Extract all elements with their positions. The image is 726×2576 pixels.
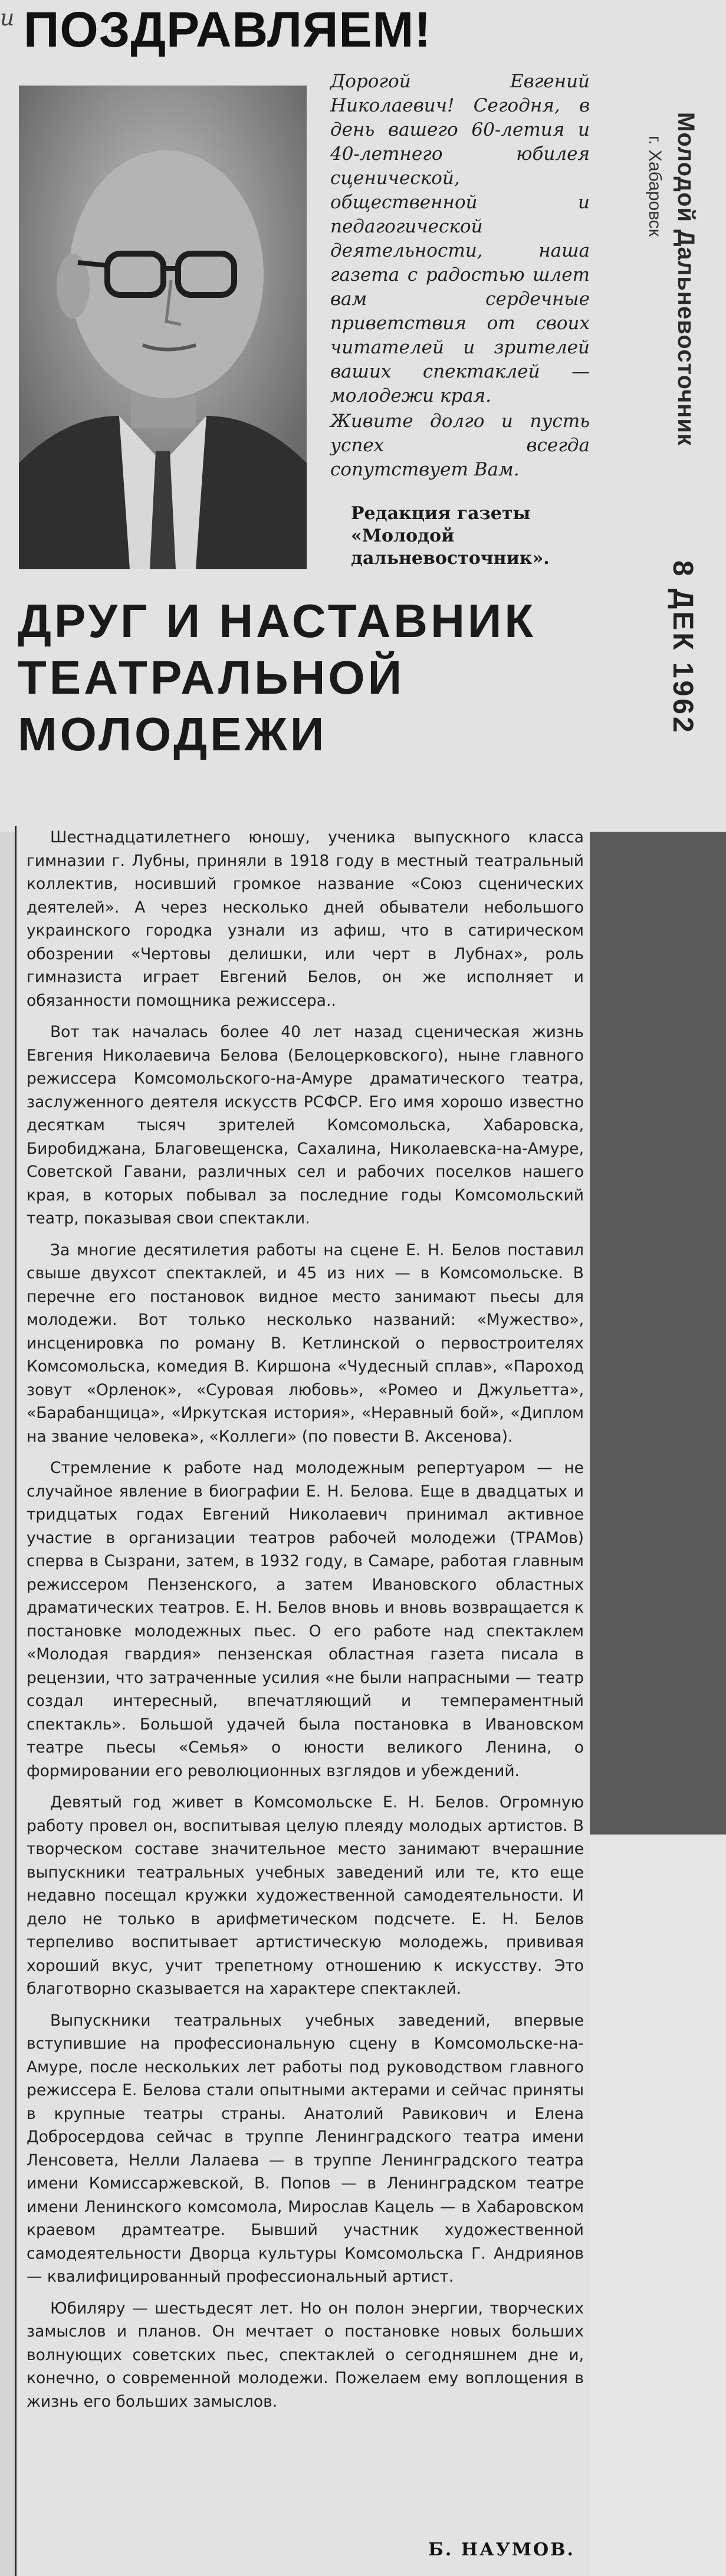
newspaper-name: Молодой Дальневосточник: [673, 112, 699, 446]
congrats-wish: Живите долго и пусть успех всегда сопутствует Вам.: [330, 411, 590, 480]
handwritten-mark: и: [0, 5, 15, 31]
portrait-image: [19, 86, 307, 569]
headline-line-3: МОЛОДЕЖИ: [18, 708, 327, 760]
article-paragraph: Стремление к работе над молодежным репертуаром — не случайное явление в биографии Е. Н. Белова. Еще в двадцатых и тридцатых годах Евгений Николаевич принимал активное участие в организации театров рабочей молодежи (ТРАМов) сперва в Сызрани, затем, в 1932 году, в Самаре, работая главным режиссером Пензенского, а затем Ивановского областных драматических театров. Е. Н. Белов вновь и вновь возвращается к постановке молодежных пьес. О его работе над спектаклем «Молодая гвардия» пензенская областная газета писала в рецензии, что затраченные усилия «не были напрасными — театр создал интересный, впечатляющий и темпераментный спектакль». Большой удачей была постановка в Ивановском театре пьесы «Семья» о юности великого Ленина, о формировании его революционных взглядов и убеждений.: [27, 1459, 584, 1780]
article-body: [27, 826, 584, 2421]
background-light: [590, 1835, 726, 2576]
article-paragraph: Вот так началась более 40 лет назад сценическая жизнь Евгения Николаевича Белова (Белоцерковского), ныне главного режиссера Комсомольского-на-Амуре драматического театра, заслуженного деятеля искусств РСФСР. Его имя хорошо известно десяткам тысяч зрителей Комсомольска, Хабаровска, Биробиджана, Благовещенска, Сахалина, Николаевска-на-Амуре, Советской Гавани, различных сел и рабочих поселков нашего края, в которых побывал за последние годы Комсомольский театр, показывая свои спектакли.: [27, 1023, 584, 1228]
background-dark: [590, 832, 726, 1835]
newspaper-city: г. Хабаровск: [645, 136, 665, 237]
newspaper-date: 8 ДЕК 1962: [667, 560, 698, 735]
article-paragraph: Выпускники театральных учебных заведений, впервые вступившие на профессиональную сцену в Комсомольске-на-Амуре, после нескольких лет работы под руководством главного режиссера Е. Белова стали опытными актерами и сейчас приняты в крупные театры страны. Анатолий Равикович и Елена Добросердова сейчас в труппе Ленинградского театра имени Ленсовета, Нелли Лалаева — в труппе Ленинградского театра имени Комиссаржевской, В. Попов — в Ленинградском театре имени Ленинского комсомола, Мирослав Кацель — в Хабаровском краевом драмтеатре. Бывший участник художественной самодеятельности Дворца культуры Комсомольска Г. Андриянов — квалифицированный профессиональный артист.: [27, 2011, 584, 2286]
article-paragraph: Юбиляру — шестьдесят лет. Но он полон энергии, творческих замыслов и планов. Он мечтает о постановке новых больших волнующих советских пьес, спектаклей о сегодняшнем дне и, конечно, о современной молодежи. Пожелаем ему воплощения в жизнь его больших замыслов.: [27, 2299, 584, 2411]
congrats-message: Дорогой Евгений Николаевич! Сегодня, в день вашего 60-летия и 40-летнего юбилея сценической, общественной и педагогической деятельности, наша газета с радостью шлет вам сердечные приветствия от своих читателей и зрителей ваших спектаклей — молодежи края.: [330, 71, 590, 406]
article-paragraph: За многие десятилетия работы на сцене Е. Н. Белов поставил свыше двухсот спектаклей, и 45 из них — в Комсомольске. В перечне его постановок видное место занимают пьесы для молодежи. Вот только несколько названий: «Мужество», инсценировка по роману В. Кетлинской о первостроителях Комсомольска, комедия В. Киршона «Чудесный сплав», «Пароход зовут «Орленок», «Суровая любовь», «Ромео и Джульетта», «Барабанщица», «Иркутская история», «Неравный бой», «Диплом на звание человека», «Коллеги» (по повести В. Аксенова).: [27, 1241, 584, 1446]
newspaper-masthead: [610, 112, 699, 790]
headline-line-1: ДРУГ И НАСТАВНИК: [18, 595, 537, 647]
article-column: [15, 826, 590, 2576]
headline-line-2: ТЕАТРАЛЬНОЙ: [18, 651, 405, 704]
article-author: Б. НАУМОВ.: [428, 2539, 575, 2560]
congrats-heading: ПОЗДРАВЛЯЕМ!: [24, 2, 432, 57]
column-border-left: [15, 826, 17, 2576]
article-paragraph: Шестнадцатилетнего юношу, ученика выпускного класса гимназии г. Лубны, приняли в 1918 году в местный театральный коллектив, носивший громкое название «Союз сценических деятелей». А через несколько дней обыватели небольшого украинского городка узнали из афиш, что в сатирическом обозрении «Чертовы делишки, или черт в Лубнах», роль гимназиста играет Евгений Белов, он же исполняет и обязанности помощника режиссера..: [27, 828, 584, 1010]
article-paragraph: Девятый год живет в Комсомольске Е. Н. Белов. Огромную работу провел он, воспитывая целую плеяду молодых артистов. В творческом составе значительное место занимают вчерашние выпускники театральных учебных заведений или те, кто еще недавно посещал кружки художественной самодеятельности. И дело не только в арифметическом подсчете. Е. Н. Белов терпеливо воспитывает артистическую молодежь, прививая хороший вкус, учит трепетному отношению к искусству. Это благотворно сказывается на характере спектаклей.: [27, 1793, 584, 1998]
congrats-signature: Редакция газеты «Молодой дальневосточник».: [351, 503, 550, 569]
article-headline: [18, 593, 590, 763]
congrats-text: [330, 70, 590, 483]
clipping-top: [0, 0, 726, 832]
portrait-photo: [19, 86, 307, 569]
